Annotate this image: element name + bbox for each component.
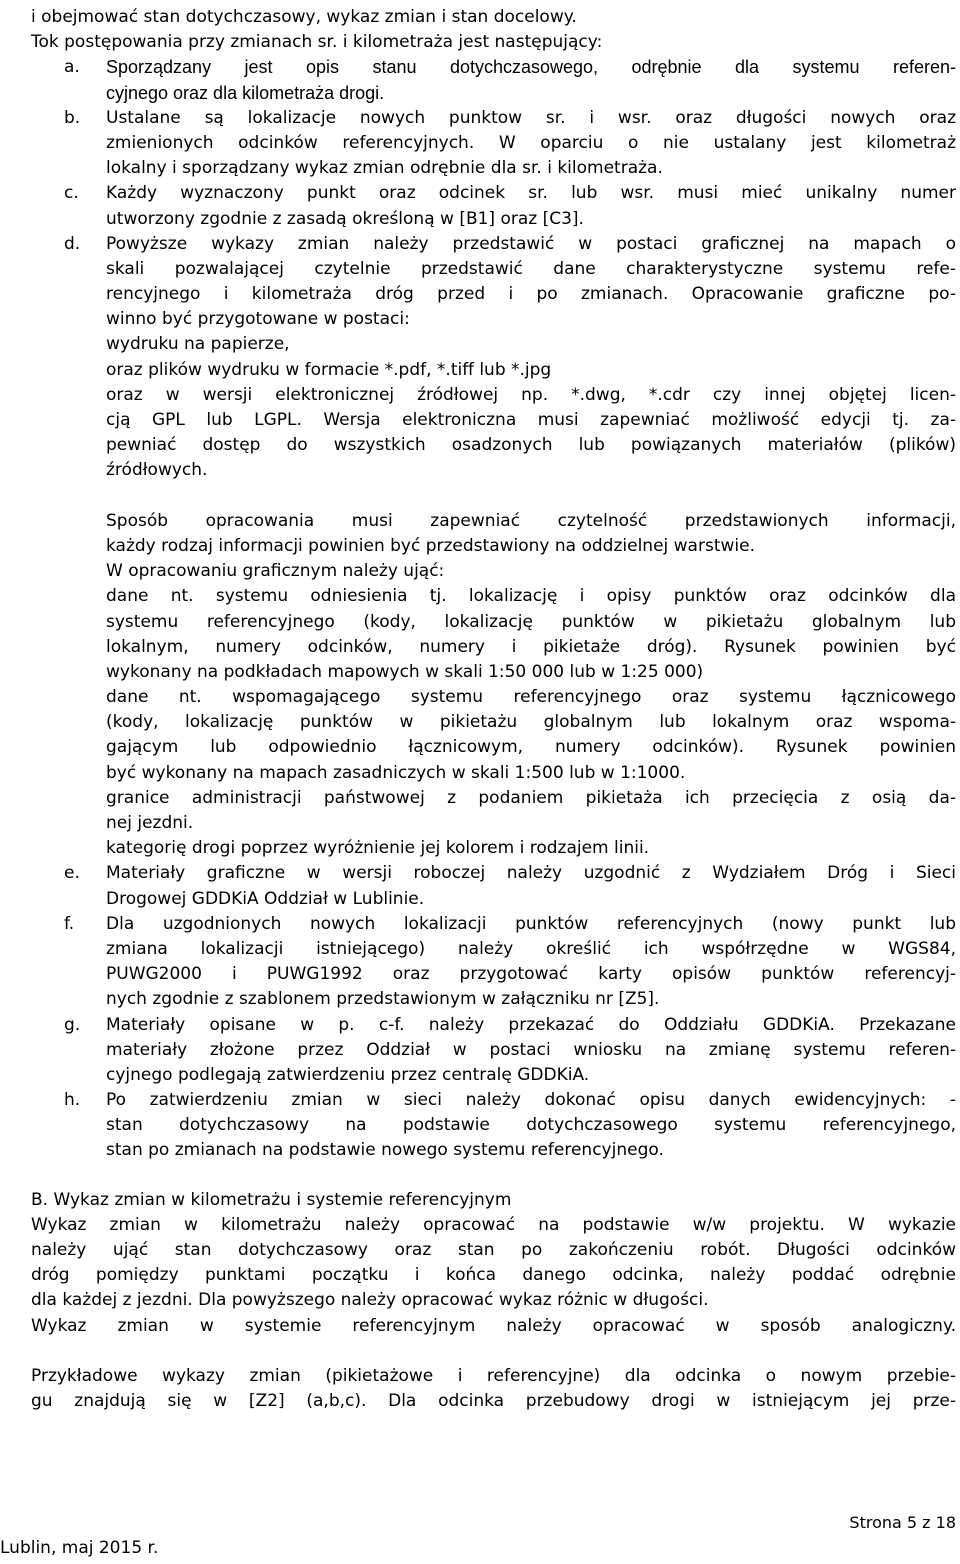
text-line: Wykaz zmian w systemie referencyjnym należy opracować w sposób analogiczny. — [31, 1315, 956, 1336]
list-marker: d. — [64, 233, 81, 254]
list-item-g — [31, 1013, 956, 1089]
text-line: stan po zmianach na podstawie nowego systemu referencyjnego. — [106, 1140, 664, 1161]
page-number: Strona 5 z 18 — [849, 1513, 956, 1532]
text-line: gającym lub odpowiednio łącznicowym, numery odcinków). Rysunek powinien — [106, 737, 956, 758]
text-line: pewniać dostęp do wszystkich osadzonych lub powiązanych materiałów (plików) — [106, 435, 956, 456]
list-marker: e. — [64, 863, 80, 884]
list-marker: h. — [64, 1090, 81, 1111]
list-marker: f. — [64, 913, 75, 934]
spacer — [31, 1339, 956, 1364]
text-line: Przykładowe wykazy zmian (pikietażowe i referencyjne) dla odcinka o nowym przebie- — [31, 1365, 956, 1386]
text-line: źródłowych. — [106, 460, 208, 481]
text-line: systemu referencyjnego (kody, lokalizację punktów w pikietażu globalnym lub — [106, 611, 956, 632]
text-line: zmienionych odcinków referencyjnych. W oparciu o nie ustalany jest kilometraż — [106, 132, 956, 153]
spacer — [31, 484, 956, 509]
list-marker: a. — [64, 57, 80, 78]
text-line: wykonany na podkładach mapowych w skali 1:50 000 lub w 1:25 000) — [106, 661, 704, 682]
text-line: dla każdej z jezdni. Dla powyższego należy opracować wykaz różnic w długości. — [31, 1290, 709, 1311]
text-line: Ustalane są lokalizacje nowych punktow sr. i wsr. oraz długości nowych oraz — [106, 107, 956, 128]
text-line: gu znajdują się w [Z2] (a,b,c). Dla odcinka przebudowy drogi w istniejącym jej prze- — [31, 1391, 956, 1412]
text-line: dane nt. wspomagającego systemu referencyjnego oraz systemu łącznicowego — [106, 687, 956, 708]
text-line: Powyższe wykazy zmian należy przedstawić w postaci graficznej na mapach o — [106, 233, 956, 254]
list-item-h — [31, 1088, 956, 1164]
text-line: PUWG2000 i PUWG1992 oraz przygotować karty opisów punktów referencyj- — [106, 964, 956, 985]
text-line: lokalnym, numery odcinków, numery i pikietaże dróg). Rysunek powinien być — [106, 636, 956, 657]
text-line: dróg pomiędzy punktami początku i końca danego odcinka, należy poddać odrębnie — [31, 1265, 956, 1286]
section-heading: B. Wykaz zmian w kilometrażu i systemie referencyjnym — [31, 1189, 512, 1210]
text-line: granice administracji państwowej z podaniem pikietaża ich przecięcia z osią da- — [106, 787, 956, 808]
text-line: skali pozwalającej czytelnie przedstawić dane charakterystyczne systemu refe- — [106, 258, 956, 279]
text-line: kategorię drogi poprzez wyróżnienie jej kolorem i rodzajem linii. — [106, 838, 650, 859]
spacer — [31, 1164, 956, 1188]
text-line: W opracowaniu graficznym należy ująć: — [106, 561, 445, 582]
text-line: winno być przygotowane w postaci: — [106, 309, 410, 330]
list-item-f — [31, 912, 956, 1013]
text-line: Sposób opracowania musi zapewniać czytelność przedstawionych informacji, — [106, 510, 956, 531]
text-line: oraz plików wydruku w formacie *.pdf, *.tiff lub *.jpg — [106, 359, 552, 380]
text-line: wydruku na papierze, — [106, 334, 290, 355]
text-line: Drogowej GDDKiA Oddział w Lublinie. — [106, 888, 425, 909]
text-line: Po zatwierdzeniu zmian w sieci należy dokonać opisu danych ewidencyjnych: - — [106, 1090, 956, 1111]
text-line: stan dotychczasowy na podstawie dotychczasowego systemu referencyjnego, — [106, 1115, 956, 1136]
text-line: Materiały graficzne w wersji roboczej należy uzgodnić z Wydziałem Dróg i Sieci — [106, 863, 956, 884]
list-item-c — [31, 181, 956, 231]
text-line: Wykaz zmian w kilometrażu należy opracować na podstawie w/w projektu. W wykazie — [31, 1214, 956, 1235]
text-line: nej jezdni. — [106, 813, 194, 833]
text-line: lokalny i sporządzany wykaz zmian odrębnie dla sr. i kilometraża. — [106, 158, 663, 179]
document-page — [31, 5, 956, 1414]
list-marker: b. — [64, 107, 81, 128]
list-item-a — [31, 55, 956, 105]
text-line: oraz w wersji elektronicznej źródłowej np. *.dwg, *.cdr czy innej objętej licen- — [106, 384, 956, 405]
list-item-b — [31, 106, 956, 182]
text-line: dane nt. systemu odniesienia tj. lokalizację i opisy punktów oraz odcinków dla — [106, 586, 956, 607]
text-line: nych zgodnie z szablonem przedstawionym w załączniku nr [Z5]. — [106, 989, 660, 1010]
text-line: cyjnego podlegają zatwierdzeniu przez centralę GDDKiA. — [106, 1064, 590, 1085]
text-line: zmiana lokalizacji istniejącego) należy określić ich współrzędne w WGS84, — [106, 938, 956, 959]
footer-place-date: Lublin, maj 2015 r. — [0, 1538, 159, 1558]
text-line: i obejmować stan dotychczasowy, wykaz zmian i stan docelowy. — [31, 7, 577, 27]
text-line: rencyjnego i kilometraża dróg przed i po zmianach. Opracowanie graficzne po- — [106, 284, 956, 305]
text-line: (kody, lokalizację punktów w pikietażu globalnym lub lokalnym oraz wspoma- — [106, 712, 956, 733]
text-line: Tok postępowania przy zmianach sr. i kilometraża jest następujący: — [31, 32, 603, 53]
text-line: należy ująć stan dotychczasowy oraz stan po zakończeniu robót. Długości odcinków — [31, 1240, 956, 1260]
text-line: cyjnego oraz dla kilometraża drogi. — [106, 82, 385, 103]
list-item-d — [31, 232, 956, 862]
text-line: być wykonany na mapach zasadniczych w skali 1:500 lub w 1:1000. — [106, 762, 686, 783]
list-marker: c. — [64, 183, 79, 204]
list-marker: g. — [64, 1014, 81, 1035]
text-line: Materiały opisane w p. c-f. należy przekazać do Oddziału GDDKiA. Przekazane — [106, 1014, 956, 1035]
text-line: Sporządzany jest opis stanu dotychczasowego, odrębnie dla systemu referen- — [106, 57, 956, 78]
text-line: Dla uzgodnionych nowych lokalizacji punktów referencyjnych (nowy punkt lub — [106, 913, 956, 934]
text-line: Każdy wyznaczony punkt oraz odcinek sr. lub wsr. musi mieć unikalny numer — [106, 183, 956, 204]
text-line: utworzony zgodnie z zasadą określoną w [B1] oraz [C3]. — [106, 208, 584, 229]
list-item-e — [31, 861, 956, 911]
text-line: każdy rodzaj informacji powinien być przedstawiony na oddzielnej warstwie. — [106, 535, 755, 556]
text-line: cją GPL lub LGPL. Wersja elektroniczna musi zapewniać możliwość edycji tj. za- — [106, 410, 956, 430]
text-line: materiały złożone przez Oddział w postaci wniosku na zmianę systemu referen- — [106, 1039, 956, 1060]
